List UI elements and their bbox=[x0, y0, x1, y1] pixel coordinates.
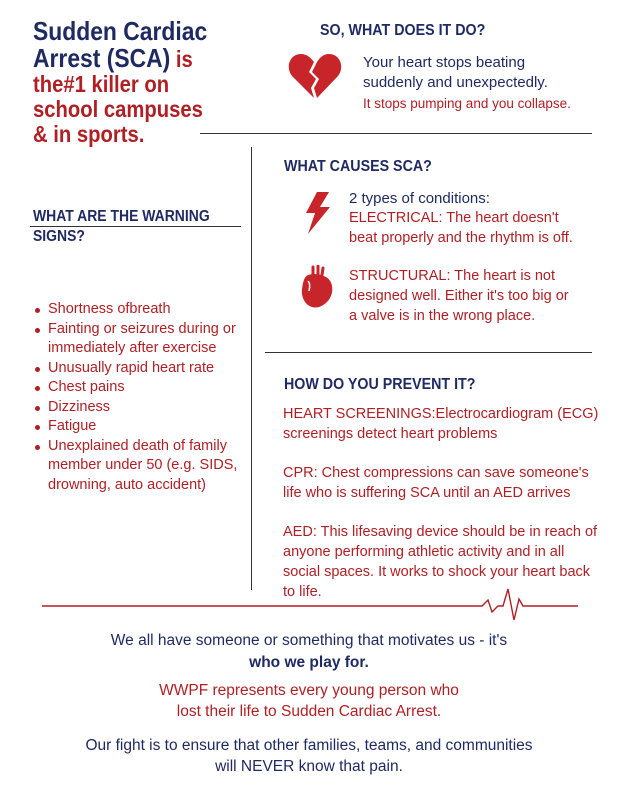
prevent-cpr: CPR: Chest compressions can save someone's life who is suffering SCA until an AED arrives bbox=[283, 465, 589, 501]
headline-subtitle: is the#1 killer on school campuses & in sports. bbox=[33, 46, 203, 147]
causes-heading: WHAT CAUSES SCA? bbox=[284, 158, 432, 175]
causes-intro: 2 types of conditions: bbox=[349, 190, 490, 207]
what-it-does-heading: SO, WHAT DOES IT DO? bbox=[320, 22, 486, 39]
heartbeat-line-icon bbox=[42, 586, 578, 622]
middle-divider bbox=[265, 352, 592, 353]
warning-signs-heading: WHAT ARE THE WARNING SIGNS? bbox=[33, 208, 210, 245]
prevent-screenings: HEART SCREENINGS:Electrocardiogram (ECG) screenings detect heart problems bbox=[283, 406, 599, 442]
list-item: Dizziness bbox=[35, 398, 240, 418]
list-item: Shortness ofbreath bbox=[35, 300, 240, 320]
lightning-bolt-icon bbox=[305, 192, 331, 234]
list-item: Chest pains bbox=[35, 378, 240, 398]
column-divider bbox=[251, 147, 252, 590]
causes-structural: STRUCTURAL: The heart is not designed well. Either it's too big or a valve is in the wrong place. bbox=[349, 268, 569, 324]
causes-electrical: ELECTRICAL: The heart doesn't beat properly and the rhythm is off. bbox=[349, 210, 573, 246]
warning-divider bbox=[30, 226, 241, 227]
broken-heart-icon bbox=[288, 52, 342, 100]
headline bbox=[33, 18, 222, 147]
footer-line1: We all have someone or something that motivates us - it's bbox=[110, 632, 508, 649]
list-item: Fatigue bbox=[35, 417, 240, 437]
anatomical-heart-icon bbox=[300, 265, 334, 309]
prevent-aed: AED: This lifesaving device should be in reach of anyone performing athletic activity and in all social spaces. It works to shock your heart back to life. bbox=[283, 524, 598, 600]
warning-signs-list bbox=[35, 300, 240, 495]
footer-line4: Our fight is to ensure that other families, teams, and communities will NEVER know that pain. bbox=[85, 737, 533, 775]
list-item: Unexplained death of family member under 50 (e.g. SIDS, drowning, auto accident) bbox=[35, 437, 240, 496]
what-it-does-line2: It stops pumping and you collapse. bbox=[363, 96, 571, 111]
prevent-heading: HOW DO YOU PREVENT IT? bbox=[284, 376, 476, 393]
footer-line2: who we play for. bbox=[249, 654, 369, 671]
list-item: Fainting or seizures during or immediately after exercise bbox=[35, 320, 240, 359]
top-divider bbox=[200, 133, 592, 134]
list-item: Unusually rapid heart rate bbox=[35, 359, 240, 379]
what-it-does-line1: Your heart stops beating suddenly and unexpectedly. bbox=[363, 54, 548, 91]
footer-line3: WWPF represents every young person who lost their life to Sudden Cardiac Arrest. bbox=[159, 682, 459, 720]
headline-title: Sudden Cardiac Arrest (SCA) bbox=[33, 16, 208, 73]
